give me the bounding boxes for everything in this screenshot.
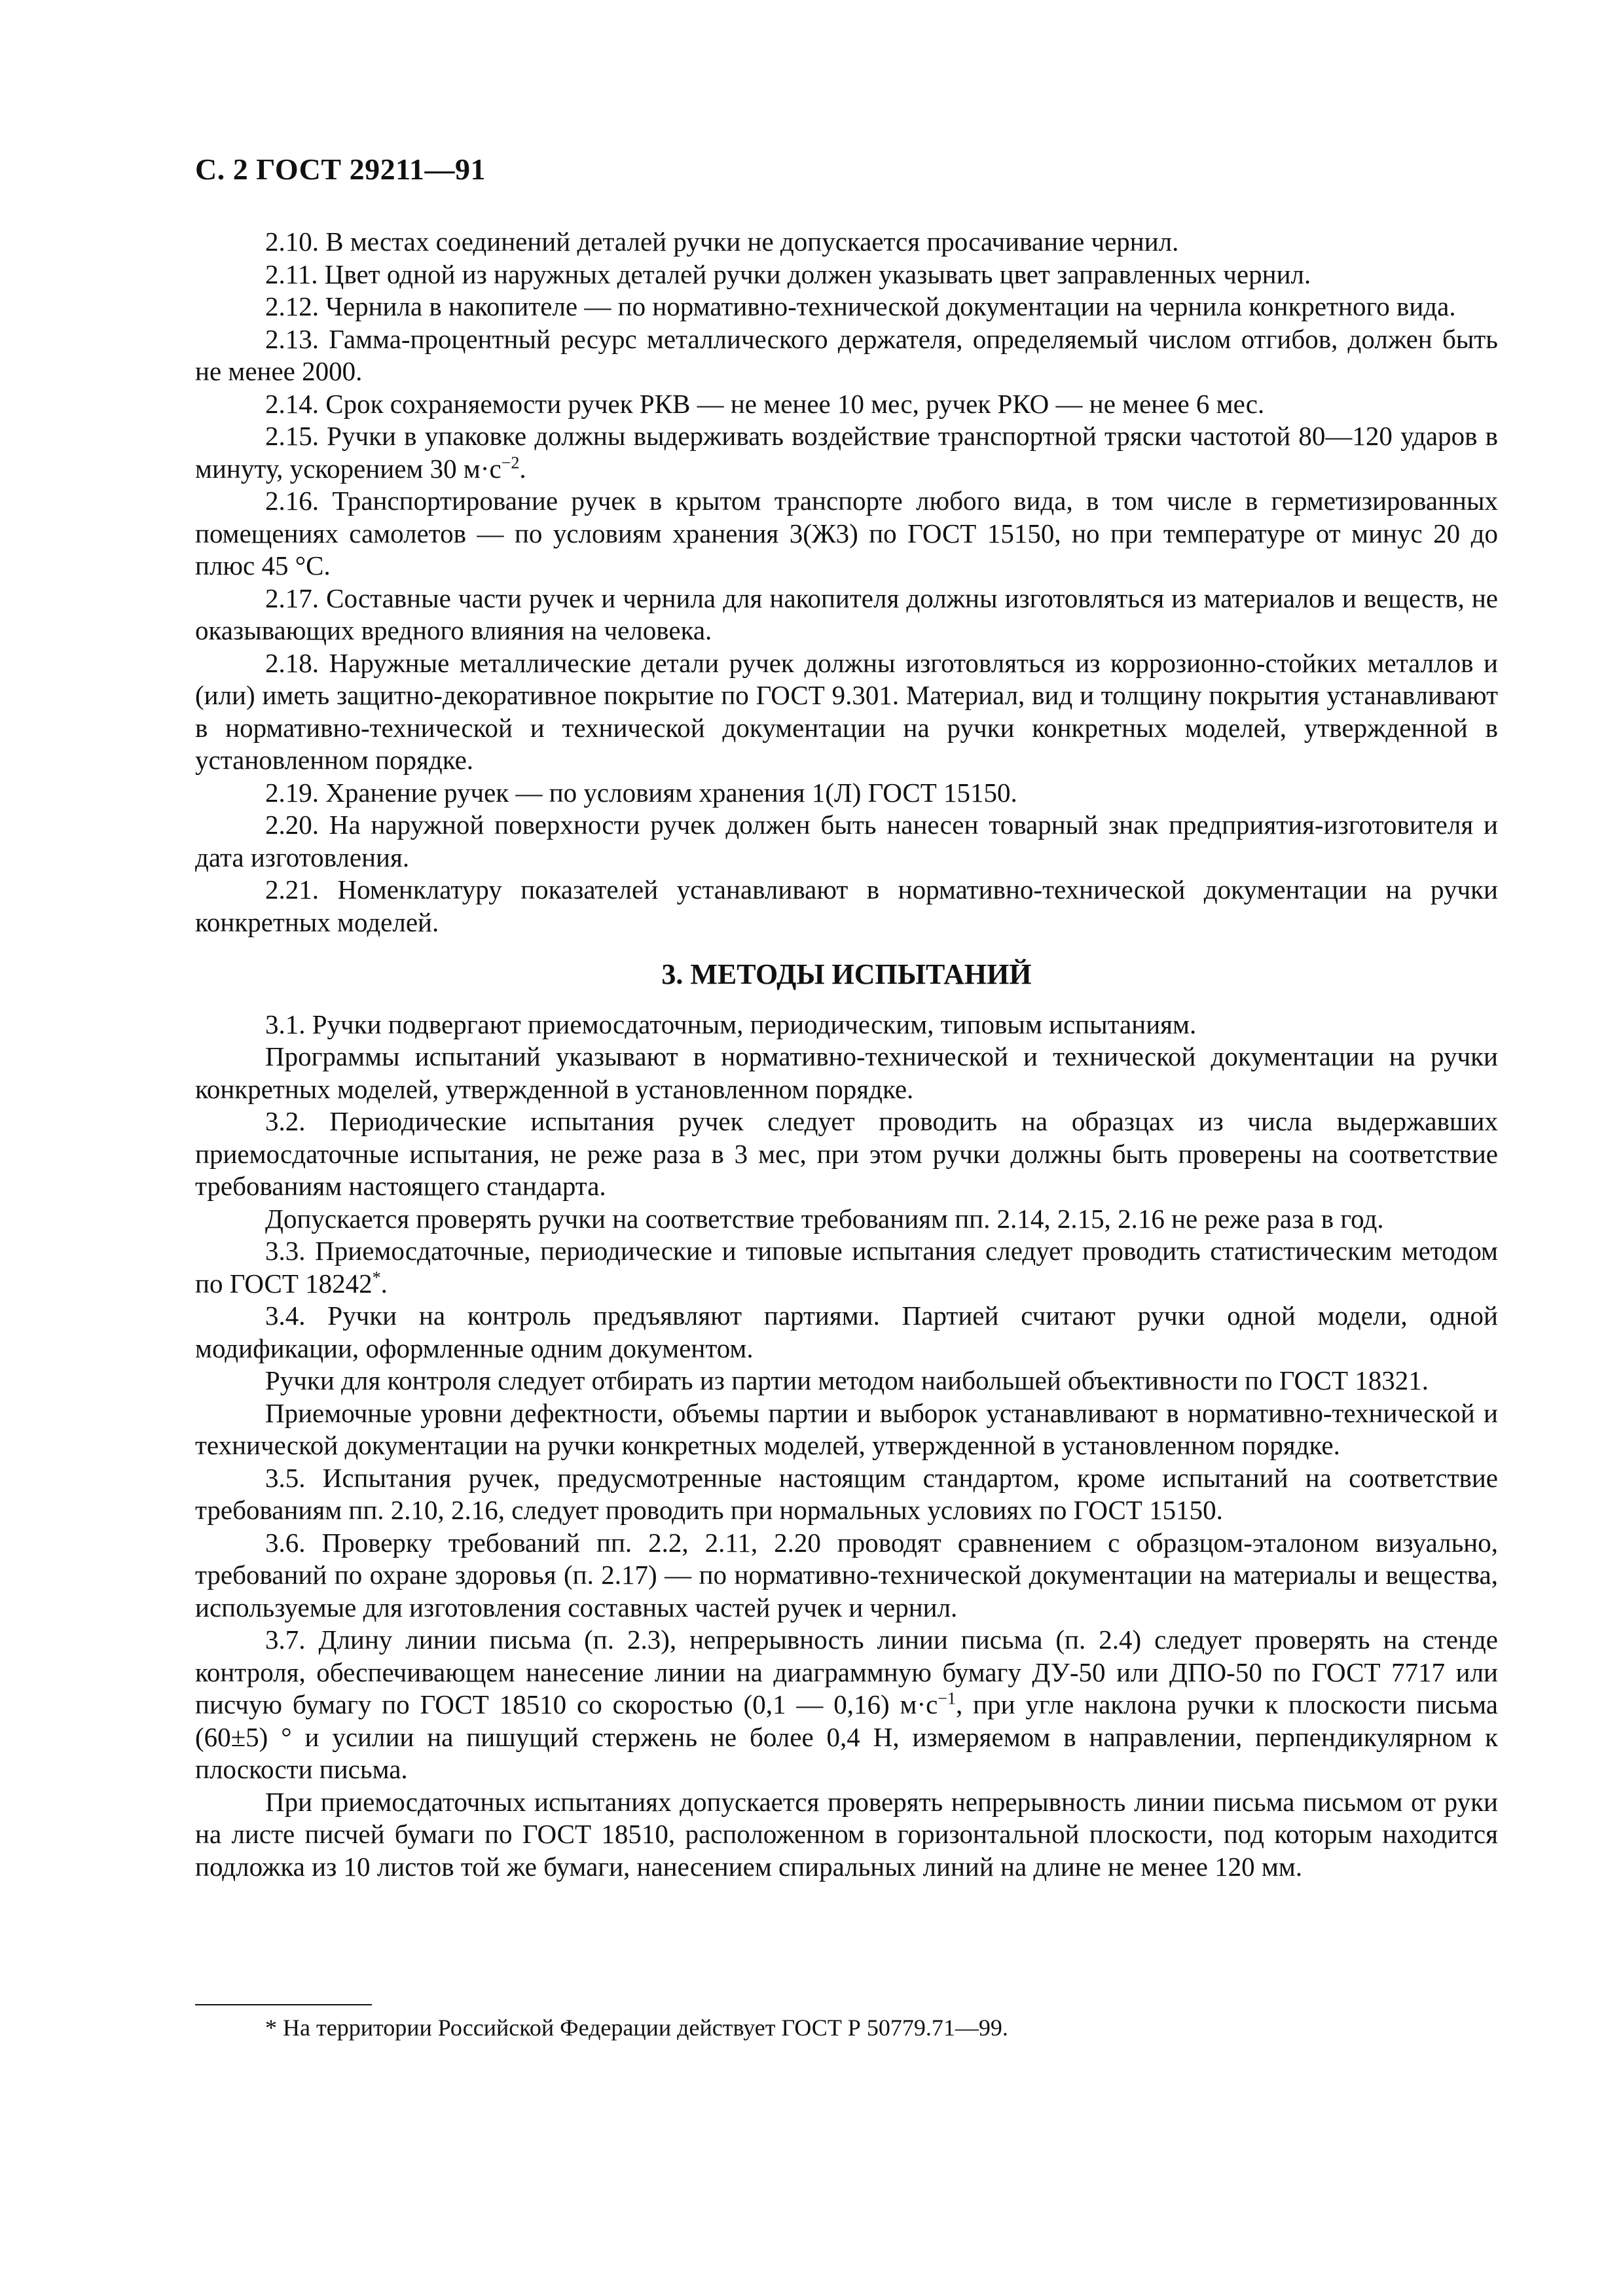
paragraph-2-14: 2.14. Срок сохраняемости ручек РКВ — не менее 10 мес, ручек РКО — не менее 6 мес. [265,388,1265,419]
paragraph-3-4: 3.4. Ручки на контроль предъявляют партиями. Партией считают ручки одной модели, одной модификации, оформленные одним документом. [195,1300,1498,1363]
paragraph-3-2: 3.2. Периодические испытания ручек следует проводить на образцах из числа выдержавших приемосдаточные испытания, не реже раза в 3 мес, при этом ручки должны быть проверены на соответствие требованиям настоящего стандарта. [195,1106,1498,1201]
paragraph-3-2-allowed: Допускается проверять ручки на соответствие требованиям пп. 2.14, 2.15, 2.16 не реже раза в год. [265,1203,1384,1234]
paragraph-2-15-tail: . [519,453,526,484]
paragraph-2-10: 2.10. В местах соединений деталей ручки не допускается просачивание чернил. [265,226,1179,257]
page-header: С. 2 ГОСТ 29211—91 [195,152,486,186]
paragraph-3-7 [195,1624,1498,1786]
paragraph-3-3 [195,1235,1498,1300]
paragraph-2-18: 2.18. Наружные металлические детали ручек должны изготовляться из коррозионно-стойких металлов и (или) иметь защитно-декоративное покрытие по ГОСТ 9.301. Материал, вид и толщину покрытия устанавливают в нормативно-технической и технической документации на ручки конкретных моделей, утвержденной в установленном порядке. [195,647,1498,775]
paragraph-3-5: 3.5. Испытания ручек, предусмотренные настоящим стандартом, кроме испытаний на соответствие требованиям пп. 2.10, 2.16, следует проводить при нормальных условиях по ГОСТ 15150. [195,1462,1498,1525]
paragraph-2-21: 2.21. Номенклатуру показателей устанавливают в нормативно-технической документации на ручки конкретных моделей. [195,874,1498,937]
paragraph-3-7-exponent: −1 [938,1689,956,1708]
paragraph-3-1: 3.1. Ручки подвергают приемосдаточным, периодическим, типовым испытаниям. [265,1009,1197,1039]
paragraph-3-1-programs: Программы испытаний указывают в нормативно-технической и технической документации на ручки конкретных моделей, утвержденной в установленном порядке. [195,1041,1498,1104]
paragraph-2-15-exponent: −2 [501,452,520,472]
paragraph-2-15-text: 2.15. Ручки в упаковке должны выдерживать воздействие транспортной тряски частотой 80—120 ударов в минуту, ускорением 30 м·с [195,421,1498,484]
paragraph-3-7-text: 3.7. Длину линии письма (п. 2.3), непрерывность линии письма (п. 2.4) следует проверять на стенде контроля, обеспечивающем нанесение линии на диаграммную бумагу ДУ-50 или ДПО-50 по ГОСТ 7717 или писчую бумагу по ГОСТ 18510 со скоростью (0,1 — 0,16) м·с [195,1624,1498,1719]
paragraph-3-3-tail: . [380,1268,388,1299]
paragraph-3-6: 3.6. Проверку требований пп. 2.2, 2.11, 2.20 проводят сравнением с образцом-эталоном визуально, требований по охране здоровья (п. 2.17) — по нормативно-технической документации на материалы и вещества, используемые для изготовления составных частей ручек и чернил. [195,1527,1498,1623]
paragraph-3-7-tail: , при угле наклона ручки к плоскости письма (60±5) ° и усилии на пишущий стержень не более 0,4 Н, измеряемом в направлении, перпендикулярном к плоскости письма. [195,1689,1498,1784]
paragraph-3-4-acceptance: Приемочные уровни дефектности, объемы партии и выборок устанавливают в нормативно-технической и технической документации на ручки конкретных моделей, утвержденной в установленном порядке. [195,1397,1498,1460]
footnote: * На территории Российской Федерации действует ГОСТ Р 50779.71—99. [265,2015,1008,2041]
paragraph-2-15 [195,420,1498,485]
paragraph-2-20: 2.20. На наружной поверхности ручек должен быть нанесен товарный знак предприятия-изготовителя и дата изготовления. [195,810,1498,872]
paragraph-3-3-text: 3.3. Приемосдаточные, периодические и типовые испытания следует проводить статистическим методом по ГОСТ 18242 [195,1236,1498,1299]
paragraph-2-19: 2.19. Хранение ручек — по условиям хранения 1(Л) ГОСТ 15150. [265,777,1017,808]
paragraph-3-7-acceptance-test: При приемосдаточных испытаниях допускается проверять непрерывность линии письма письмом от руки на листе писчей бумаги по ГОСТ 18510, расположенном в горизонтальной плоскости, под которым находится подложка из 10 листов той же бумаги, нанесением спиральных линий на длине не менее 120 мм. [195,1786,1498,1882]
paragraph-2-16: 2.16. Транспортирование ручек в крытом транспорте любого вида, в том числе в герметизированных помещениях самолетов — по условиям хранения 3(Ж3) по ГОСТ 15150, но при температуре от минус 20 до плюс 45 °С. [195,486,1498,581]
paragraph-3-4-sampling: Ручки для контроля следует отбирать из партии методом наибольшей объективности по ГОСТ 18321. [265,1365,1429,1395]
footnote-marker: * [372,1267,381,1287]
paragraph-2-11: 2.11. Цвет одной из наружных деталей ручки должен указывать цвет заправленных чернил. [265,259,1311,289]
paragraph-2-13: 2.13. Гамма-процентный ресурс металлического держателя, определяемый числом отгибов, должен быть не менее 2000. [195,323,1498,386]
paragraph-2-12: 2.12. Чернила в накопителе — по нормативно-технической документации на чернила конкретного вида. [265,291,1456,321]
footnote-divider [195,2004,372,2005]
paragraph-2-17: 2.17. Составные части ручек и чернила для накопителя должны изготовляться из материалов и веществ, не оказывающих вредного влияния на человека. [195,583,1498,645]
document-body [195,226,1498,1883]
section-3-title: 3. МЕТОДЫ ИСПЫТАНИЙ [661,958,1032,990]
